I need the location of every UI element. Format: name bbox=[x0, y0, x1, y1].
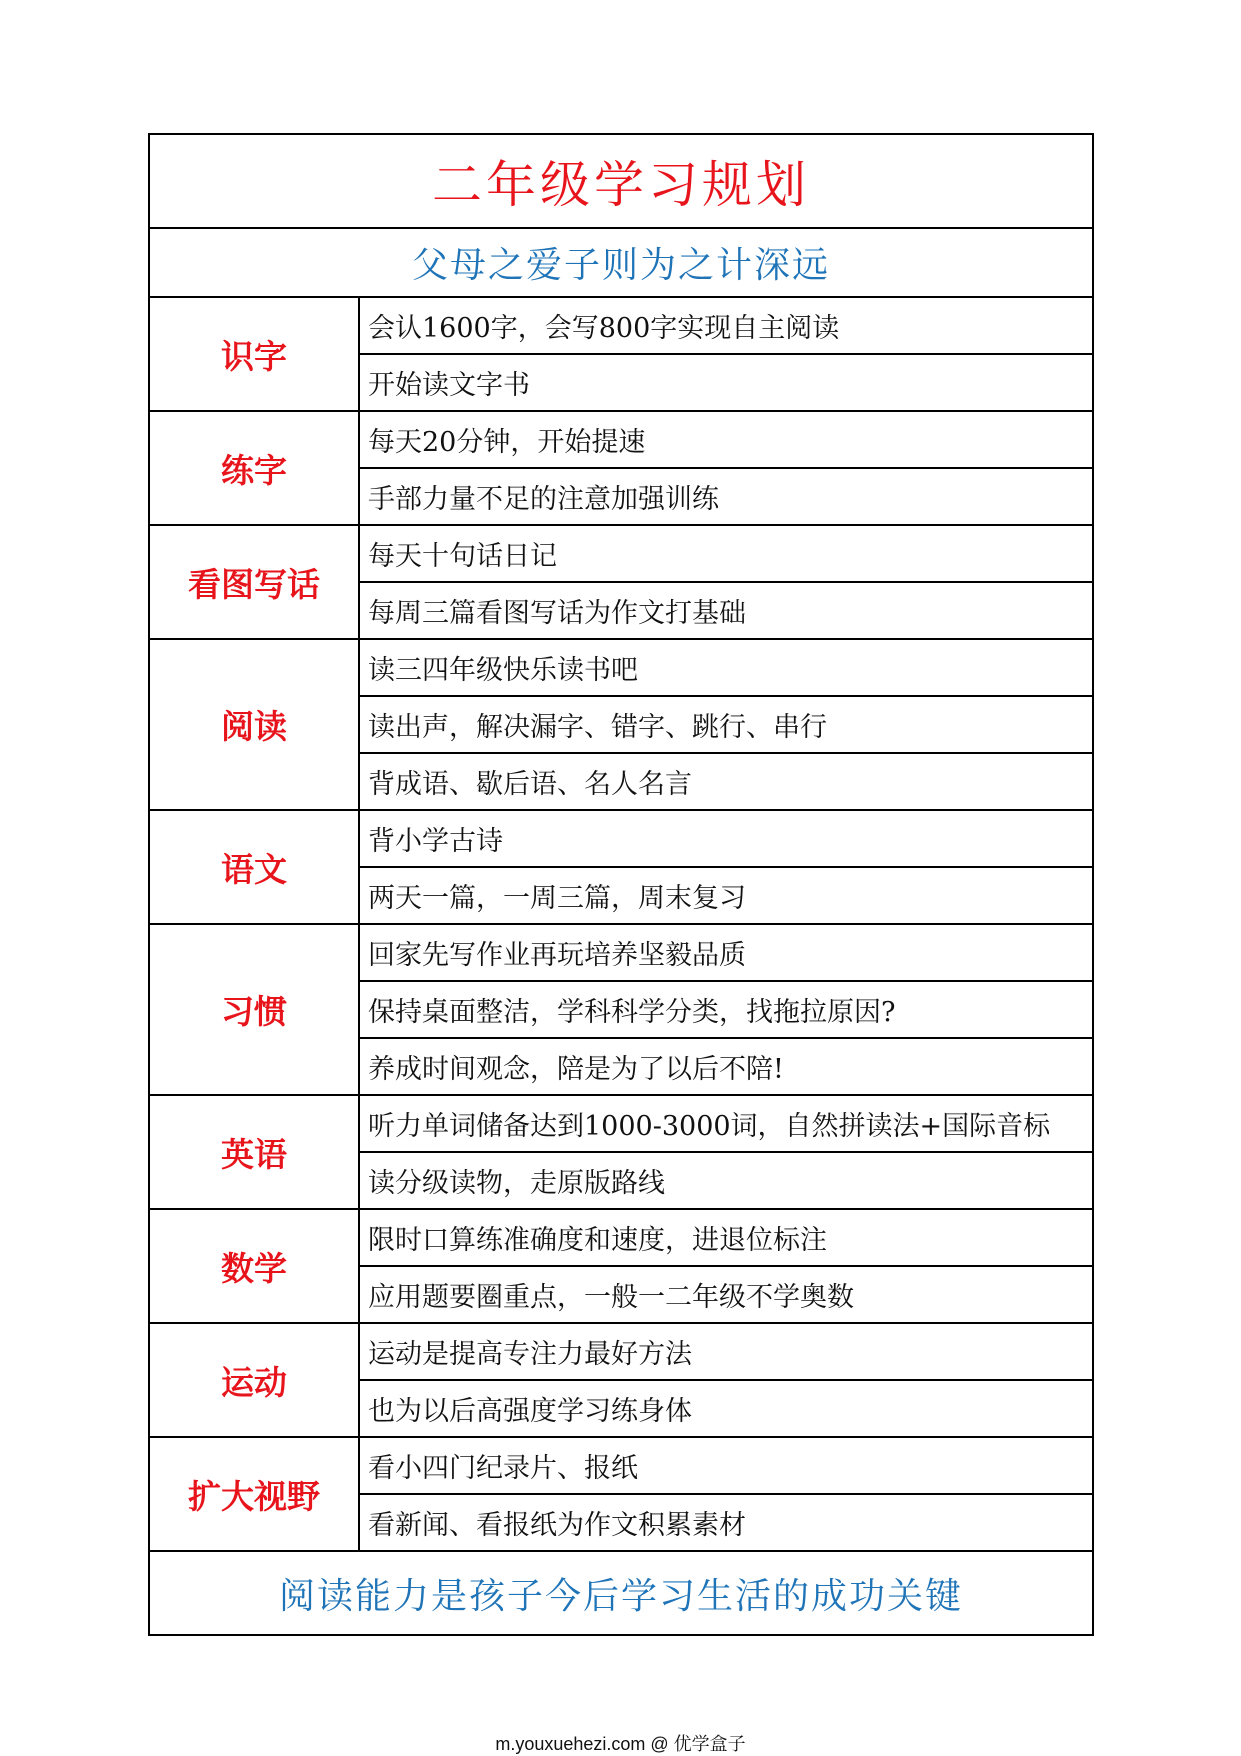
item-list bbox=[360, 1210, 1092, 1322]
section-chinese bbox=[150, 811, 1092, 925]
plan-item: 养成时间观念，陪是为了以后不陪! bbox=[368, 1054, 784, 1085]
plan-item: 也为以后高强度学习练身体 bbox=[368, 1396, 692, 1427]
footer-slogan: 阅读能力是孩子今后学习生活的成功关键 bbox=[278, 1575, 963, 1617]
plan-item: 每天十句话日记 bbox=[360, 526, 1092, 583]
plan-item: 看新闻、看报纸为作文积累素材 bbox=[368, 1510, 746, 1541]
category-label: 数学 bbox=[150, 1210, 360, 1322]
item-list bbox=[360, 298, 1092, 410]
section-habits bbox=[150, 925, 1092, 1096]
item-list bbox=[360, 811, 1092, 923]
category-label: 练字 bbox=[150, 412, 360, 524]
item-list bbox=[360, 1096, 1092, 1208]
source-watermark: m.youxuehezi.com @ 优学盒子 bbox=[495, 1734, 746, 1754]
page-title: 二年级学习规划 bbox=[150, 135, 1092, 229]
plan-item: 手部力量不足的注意加强训练 bbox=[368, 484, 719, 515]
item-list bbox=[360, 526, 1092, 638]
item-list bbox=[360, 1438, 1092, 1550]
category-label: 阅读 bbox=[150, 640, 360, 809]
section-recognize-characters bbox=[150, 298, 1092, 412]
plan-item: 保持桌面整洁，学科科学分类，找拖拉原因? bbox=[360, 982, 1092, 1039]
page-subtitle: 父母之爱子则为之计深远 bbox=[150, 229, 1092, 298]
plan-item: 背小学古诗 bbox=[360, 811, 1092, 868]
plan-item: 读出声，解决漏字、错字、跳行、串行 bbox=[360, 697, 1092, 754]
section-broaden-horizons bbox=[150, 1438, 1092, 1552]
plan-item: 每周三篇看图写话为作文打基础 bbox=[368, 598, 746, 629]
item-list bbox=[360, 640, 1092, 809]
plan-item: 应用题要圈重点，一般一二年级不学奥数 bbox=[368, 1282, 854, 1313]
section-english bbox=[150, 1096, 1092, 1210]
section-picture-writing bbox=[150, 526, 1092, 640]
item-list bbox=[360, 412, 1092, 524]
study-plan-table bbox=[148, 133, 1094, 1636]
item-list bbox=[360, 1324, 1092, 1436]
plan-item: 运动是提高专注力最好方法 bbox=[360, 1324, 1092, 1381]
category-label: 扩大视野 bbox=[150, 1438, 360, 1550]
category-label: 语文 bbox=[150, 811, 360, 923]
plan-item: 读三四年级快乐读书吧 bbox=[360, 640, 1092, 697]
plan-item: 听力单词储备达到1000-3000词，自然拼读法+国际音标 bbox=[360, 1096, 1092, 1153]
plan-item: 开始读文字书 bbox=[368, 370, 530, 401]
plan-item: 看小四门纪录片、报纸 bbox=[360, 1438, 1092, 1495]
plan-item: 两天一篇，一周三篇，周末复习 bbox=[368, 883, 746, 914]
plan-item: 回家先写作业再玩培养坚毅品质 bbox=[360, 925, 1092, 982]
item-list bbox=[360, 925, 1092, 1094]
category-label: 习惯 bbox=[150, 925, 360, 1094]
plan-item: 会认1600字，会写800字实现自主阅读 bbox=[360, 298, 1092, 355]
plan-item: 读分级读物，走原版路线 bbox=[368, 1168, 665, 1199]
category-label: 运动 bbox=[150, 1324, 360, 1436]
section-handwriting bbox=[150, 412, 1092, 526]
plan-item: 背成语、歇后语、名人名言 bbox=[368, 769, 692, 800]
category-label: 英语 bbox=[150, 1096, 360, 1208]
plan-item: 限时口算练准确度和速度，进退位标注 bbox=[360, 1210, 1092, 1267]
category-label: 识字 bbox=[150, 298, 360, 410]
section-sports bbox=[150, 1324, 1092, 1438]
section-math bbox=[150, 1210, 1092, 1324]
section-reading bbox=[150, 640, 1092, 811]
plan-item: 每天20分钟，开始提速 bbox=[360, 412, 1092, 469]
category-label: 看图写话 bbox=[150, 526, 360, 638]
